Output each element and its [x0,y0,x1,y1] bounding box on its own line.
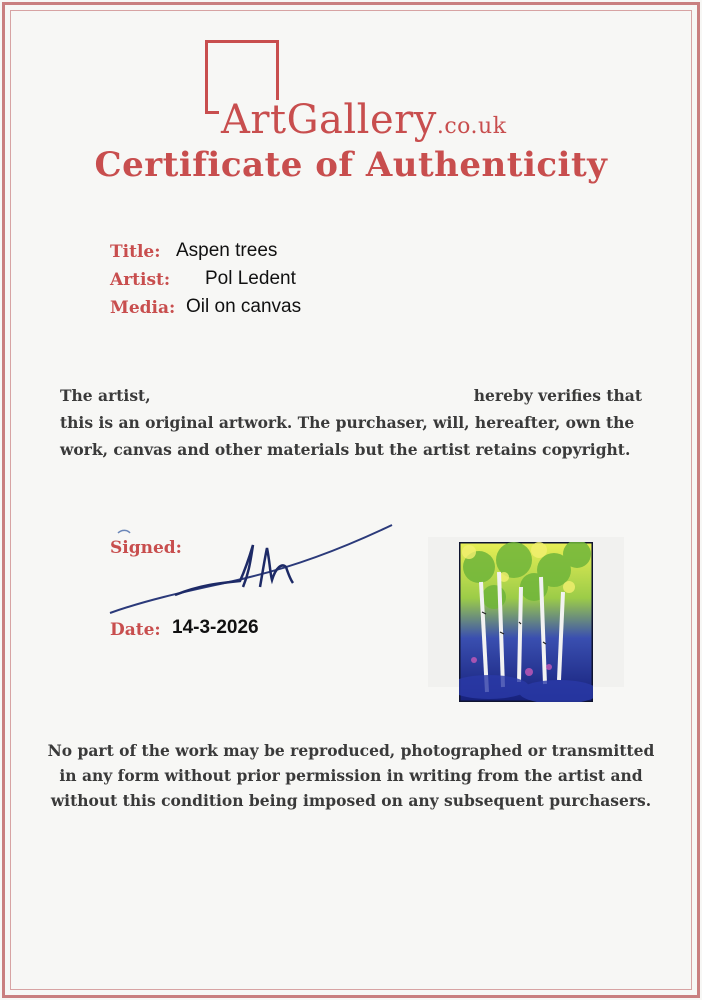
title-value: Aspen trees [176,240,278,261]
verification-statement [60,382,650,463]
disclaimer-line-3: without this condition being imposed on any subsequent purchasers. [50,791,652,810]
artgallery-logo [205,40,525,143]
media-value: Oil on canvas [186,296,302,317]
logo-suffix: .co.uk [436,114,507,139]
media-label: Media: [110,298,176,318]
disclaimer-line-1: No part of the work may be reproduced, photographed or transmitted [47,741,655,760]
disclaimer-line-2: in any form without prior permission in writing from the artist and [59,766,643,785]
signed-label: Signed: [110,538,182,558]
certificate-title: Certificate of Authenticity [94,145,608,185]
verification-line-1-left: The artist, [60,386,151,405]
copyright-disclaimer [0,738,702,813]
artwork-thumbnail [459,542,593,702]
verification-line-3: work, canvas and other materials but the artist retains copyright. [60,440,631,459]
verification-line-1 [60,382,650,409]
signature-mark [100,515,400,620]
logo-text [219,97,509,143]
verification-line-2: this is an original artwork. The purchaser, will, hereafter, own the [60,413,635,432]
artist-value: Pol Ledent [205,268,296,289]
date-value: 14-3-2026 [172,617,259,638]
verification-line-1-right: hereby verifies that [473,386,642,405]
title-label: Title: [110,242,161,262]
date-label: Date: [110,620,161,640]
artist-label: Artist: [110,270,171,290]
logo-brand: ArtGallery [221,97,437,143]
